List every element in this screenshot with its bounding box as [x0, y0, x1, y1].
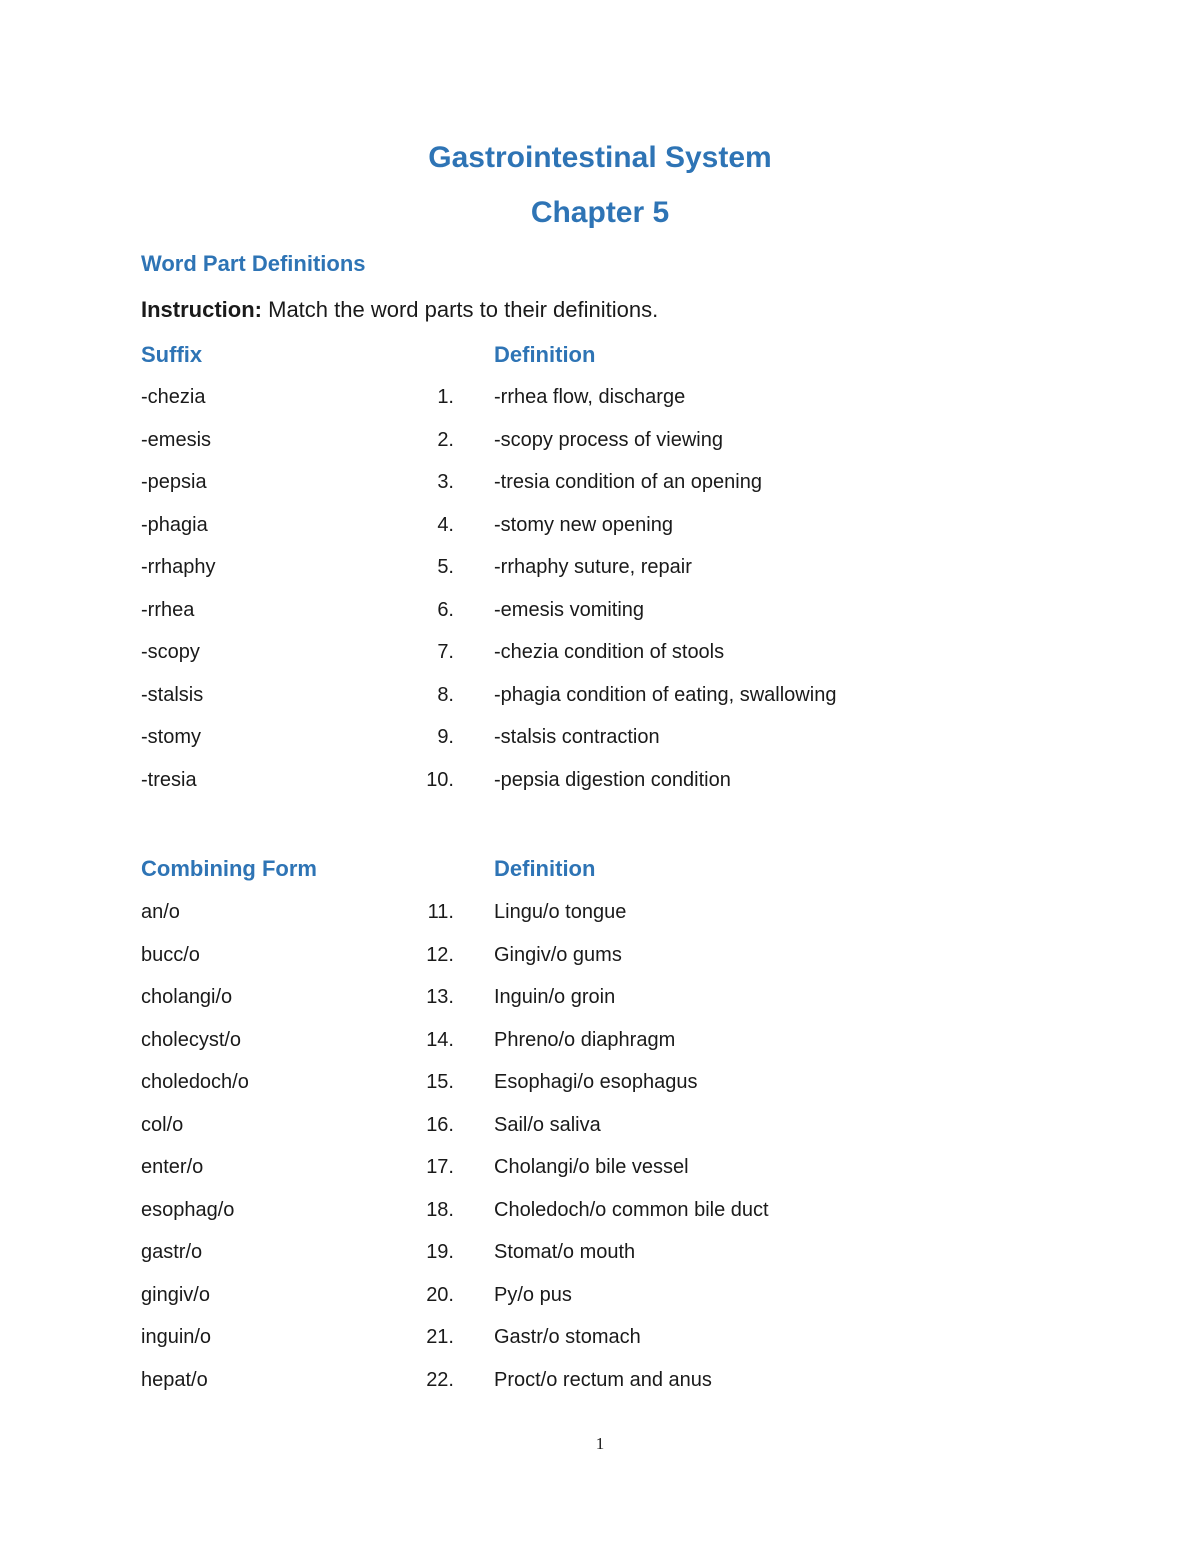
table-row	[0, 514, 1200, 557]
number-cell: 11.	[427, 901, 454, 923]
table-row	[0, 769, 1200, 812]
definition-cell: Choledoch/o common bile duct	[494, 1198, 769, 1221]
suffix-list	[0, 386, 1200, 811]
number-cell: 21.	[426, 1326, 454, 1348]
term-cell: esophag/o	[141, 1198, 235, 1221]
number-cell: 15.	[426, 1071, 454, 1093]
definition-cell: -chezia condition of stools	[494, 641, 725, 663]
page-number: 1	[595, 1434, 605, 1453]
term-cell: -emesis	[141, 428, 212, 451]
definition-cell: Inguin/o groin	[494, 986, 616, 1008]
definition-cell: Gastr/o stomach	[494, 1326, 641, 1348]
definition-cell: -emesis vomiting	[494, 598, 645, 621]
table-row	[0, 1029, 1200, 1072]
definition-cell: Esophagi/o esophagus	[494, 1071, 698, 1093]
term-cell: enter/o	[141, 1156, 204, 1178]
table-row	[0, 1284, 1200, 1327]
number-cell: 4.	[437, 513, 454, 536]
table-row	[0, 1114, 1200, 1157]
definition-cell: Lingu/o tongue	[494, 901, 627, 923]
term-cell: col/o	[141, 1113, 184, 1136]
number-cell: 2.	[437, 428, 454, 451]
number-cell: 14.	[426, 1028, 454, 1051]
table-row	[0, 641, 1200, 684]
term-cell: -rrhea	[141, 598, 195, 621]
table-row	[0, 1199, 1200, 1242]
suffix-definition-header: Definition	[494, 342, 596, 367]
term-cell: -phagia	[141, 513, 208, 536]
number-cell: 19.	[426, 1241, 454, 1263]
table-row	[0, 1071, 1200, 1114]
number-cell: 16.	[426, 1113, 454, 1136]
combining-definition-header: Definition	[494, 856, 596, 881]
table-row	[0, 944, 1200, 987]
number-cell: 17.	[426, 1156, 454, 1178]
term-cell: choledoch/o	[141, 1071, 249, 1093]
definition-cell: Phreno/o diaphragm	[494, 1028, 676, 1051]
table-row	[0, 386, 1200, 429]
definition-cell: -rrhea flow, discharge	[494, 386, 686, 408]
term-cell: -pepsia	[141, 471, 207, 493]
table-row	[0, 1241, 1200, 1284]
definition-cell: Py/o pus	[494, 1283, 572, 1306]
number-cell: 3.	[437, 471, 454, 493]
number-cell: 9.	[437, 726, 454, 748]
term-cell: -rrhaphy	[141, 556, 216, 578]
term-cell: cholecyst/o	[141, 1028, 242, 1051]
term-cell: gingiv/o	[141, 1283, 210, 1306]
term-cell: -scopy	[141, 641, 200, 663]
number-cell: 6.	[437, 598, 454, 621]
table-row	[0, 429, 1200, 472]
table-row	[0, 684, 1200, 727]
definition-cell: -rrhaphy suture, repair	[494, 556, 692, 578]
term-cell: -stomy	[141, 726, 201, 748]
combining-form-column-header: Combining Form	[141, 856, 317, 881]
term-cell: cholangi/o	[141, 986, 233, 1008]
table-row	[0, 901, 1200, 944]
definition-cell: -stomy new opening	[494, 513, 673, 536]
term-cell: inguin/o	[141, 1326, 212, 1348]
number-cell: 10.	[426, 768, 454, 791]
table-row	[0, 556, 1200, 599]
term-cell: -stalsis	[141, 683, 204, 706]
chapter-title: Chapter 5	[530, 196, 670, 229]
number-cell: 1.	[437, 386, 454, 408]
term-cell: -chezia	[141, 386, 206, 408]
definition-cell: -scopy process of viewing	[494, 428, 723, 451]
document-title: Gastrointestinal System	[428, 141, 772, 174]
number-cell: 7.	[437, 641, 454, 663]
number-cell: 12.	[426, 943, 454, 966]
table-row	[0, 1326, 1200, 1369]
definition-cell: Cholangi/o bile vessel	[494, 1156, 689, 1178]
table-row	[0, 1156, 1200, 1199]
definition-cell: Stomat/o mouth	[494, 1241, 636, 1263]
term-cell: hepat/o	[141, 1368, 208, 1391]
table-row	[0, 726, 1200, 769]
instruction	[141, 297, 658, 323]
suffix-column-header: Suffix	[141, 342, 203, 367]
number-cell: 20.	[426, 1283, 454, 1306]
definition-cell: -tresia condition of an opening	[494, 471, 762, 493]
table-row	[0, 1369, 1200, 1412]
number-cell: 8.	[437, 683, 454, 706]
definition-cell: Gingiv/o gums	[494, 943, 622, 966]
definition-cell: Sail/o saliva	[494, 1113, 601, 1136]
combining-form-list	[0, 901, 1200, 1411]
term-cell: -tresia	[141, 768, 197, 791]
definition-cell: -stalsis contraction	[494, 726, 660, 748]
term-cell: gastr/o	[141, 1241, 203, 1263]
instruction-label: Instruction:	[141, 297, 262, 322]
number-cell: 5.	[437, 556, 454, 578]
number-cell: 18.	[426, 1198, 454, 1221]
table-row	[0, 471, 1200, 514]
number-cell: 13.	[426, 986, 454, 1008]
definition-cell: -phagia condition of eating, swallowing	[494, 683, 837, 706]
term-cell: bucc/o	[141, 943, 200, 966]
table-row	[0, 986, 1200, 1029]
section-heading: Word Part Definitions	[141, 251, 366, 276]
term-cell: an/o	[141, 901, 180, 923]
definition-cell: Proct/o rectum and anus	[494, 1368, 712, 1391]
instruction-text: Match the word parts to their definitions.	[262, 297, 659, 322]
table-row	[0, 599, 1200, 642]
number-cell: 22.	[426, 1368, 454, 1391]
definition-cell: -pepsia digestion condition	[494, 768, 731, 791]
